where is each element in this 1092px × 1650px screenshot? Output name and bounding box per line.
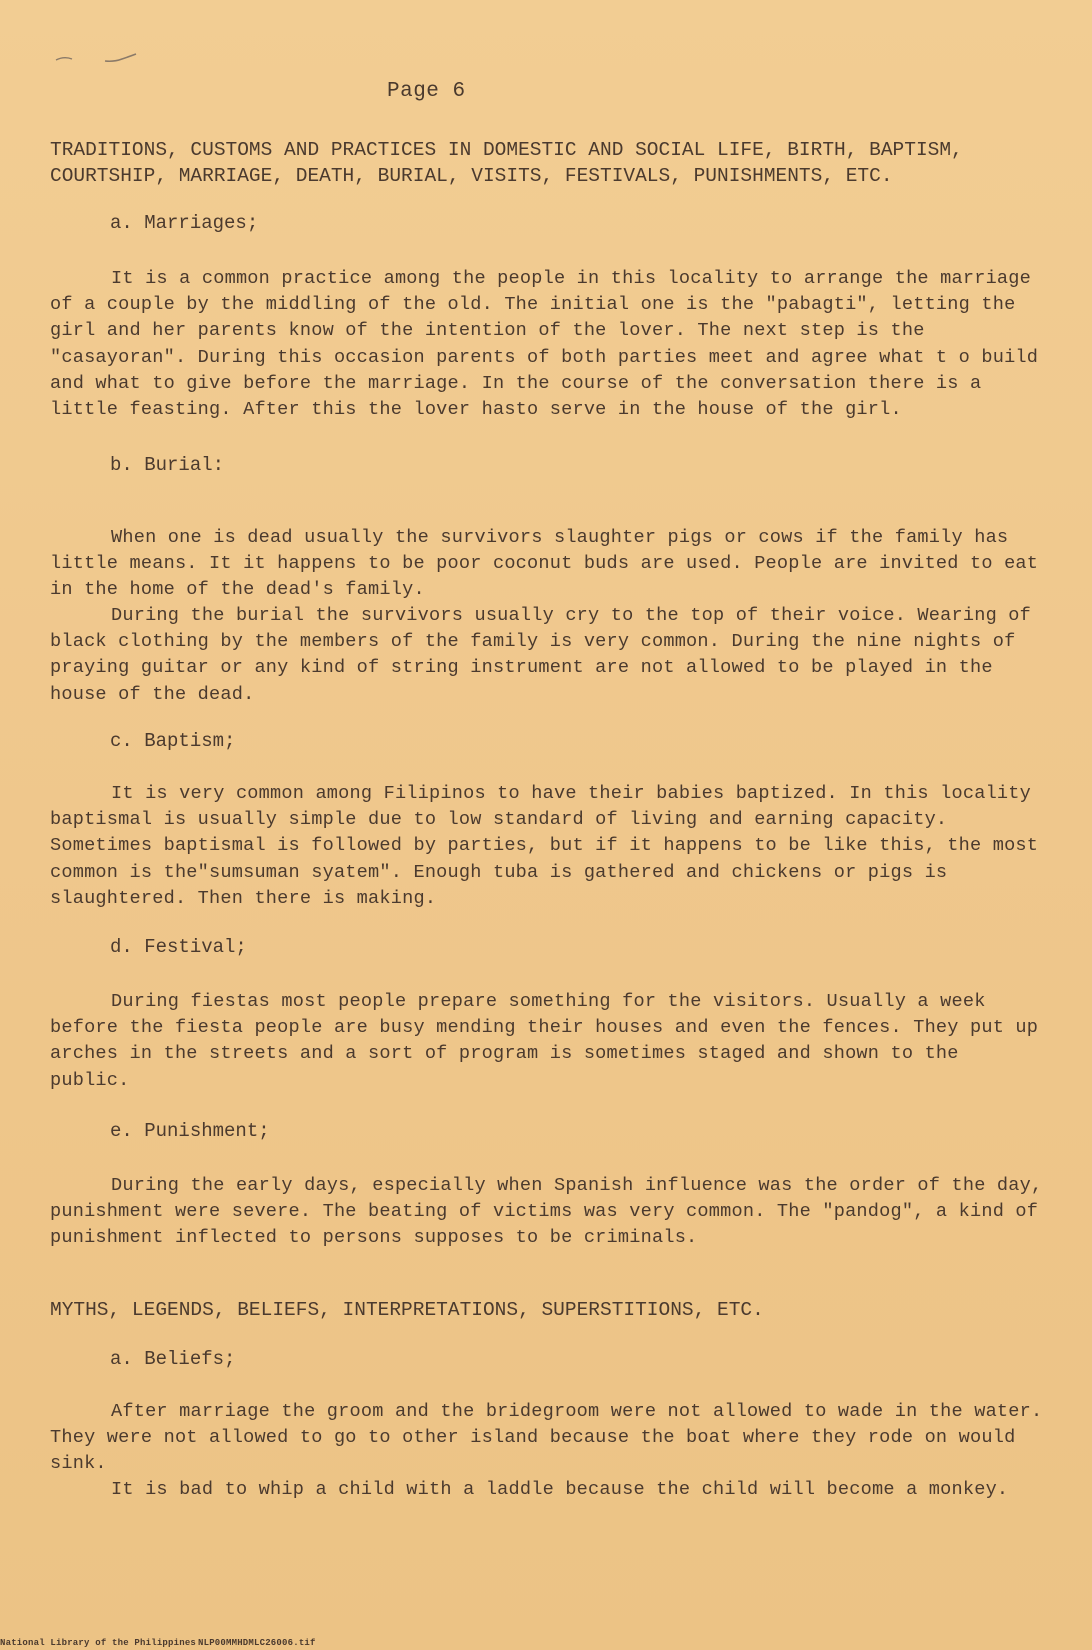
- page-number: Page 6: [387, 80, 466, 103]
- myths-heading: MYTHS, LEGENDS, BELIEFS, INTERPRETATIONS, SUPERSTITIONS, ETC.: [50, 1299, 764, 1321]
- paragraph-punishment: During the early days, especially when Spanish influence was the order of the day, punishment were severe. The beating of victims was very common. The "pandog", a kind of punishment inflected to persons supposes to be criminals.: [50, 1175, 1054, 1249]
- section-label-marriages: a. Marriages;: [110, 212, 259, 234]
- paragraph-festival: During fiestas most people prepare something for the visitors. Usually a week before the fiesta people are busy mending their houses and even the fences. They put up arches in the streets and a sort of program is sometimes staged and shown to the public.: [50, 991, 1050, 1091]
- section-label-beliefs: a. Beliefs;: [110, 1348, 236, 1370]
- paragraph-burial-2: During the burial the survivors usually cry to the top of their voice. Wearing of black clothing by the members of the family is very common. During the nine nights of praying guitar or any kind of string instrument are not allowed to be played in the house of the dead.: [50, 605, 1043, 705]
- paragraph-beliefs-2: It is bad to whip a child with a laddle because the child will become a monkey.: [111, 1479, 1009, 1500]
- section-label-baptism: c. Baptism;: [110, 730, 236, 752]
- section-label-punishment: e. Punishment;: [110, 1120, 270, 1142]
- paragraph-marriages: It is a common practice among the people in this locality to arrange the marriage of a couple by the middling of the old. The initial one is the "pabagti", letting the girl and her parents know of the intention of the lover. The next step is the "casayoran". During this occasion parents of both parties meet and agree what t o build and what to give before the marriage. In the course of the conversation there is a little feasting. After this the lover hasto serve in the house of the girl.: [50, 268, 1050, 421]
- paragraph-burial-1: When one is dead usually the survivors slaughter pigs or cows if the family has little means. It it happens to be poor coconut buds are used. People are invited to eat in the home of the dead's family.: [50, 527, 1050, 601]
- section-label-festival: d. Festival;: [110, 936, 247, 958]
- paragraph-beliefs-1: After marriage the groom and the bridegroom were not allowed to wade in the water. They were not allowed to go to other island because the boat where they rode on would sink.: [50, 1401, 1054, 1475]
- footer-file-id: NLP00MMHDMLC26006.tif: [198, 1638, 316, 1648]
- section-label-burial: b. Burial:: [110, 454, 225, 476]
- paragraph-baptism: It is very common among Filipinos to have their babies baptized. In this locality baptismal is usually simple due to low standard of living and earning capacity. Sometimes baptismal is followed by parties, but if it happens to be like this, the most common is the"sumsuman syatem". Enough tuba is gathered and chickens or pigs is slaughtered. Then there is making.: [50, 783, 1050, 909]
- footer-library: National Library of the Philippines: [0, 1638, 197, 1648]
- stray-pencil-mark: [50, 52, 145, 66]
- main-heading: [50, 137, 1050, 189]
- main-heading-text: TRADITIONS, CUSTOMS AND PRACTICES IN DOMESTIC AND SOCIAL LIFE, BIRTH, BAPTISM, COURTSHIP, MARRIAGE, DEATH, BURIAL, VISITS, FESTIVALS, PUNISHMENTS, ETC.: [50, 139, 963, 187]
